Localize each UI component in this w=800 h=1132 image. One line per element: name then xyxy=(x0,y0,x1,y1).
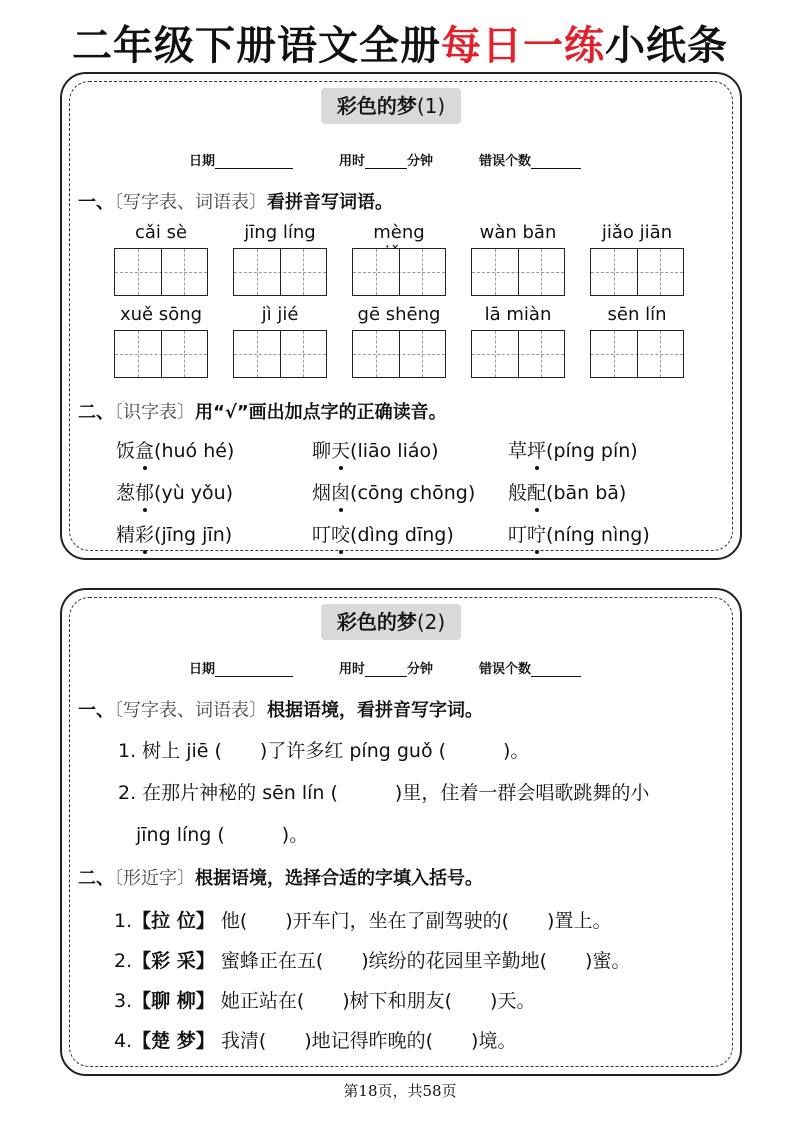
pinyin-label: xuě sōng xyxy=(119,304,203,325)
question-1-heading: 一、〔写字表、词语表〕根据语境，看拼音写字词。 xyxy=(78,700,483,721)
writing-grid[interactable] xyxy=(233,248,327,296)
pinyin-label: wàn bān xyxy=(479,222,557,243)
title-part3: 小纸条 xyxy=(605,23,728,69)
reading-choice[interactable]: 精彩(jīng jīn) xyxy=(116,520,232,547)
writing-grid[interactable] xyxy=(590,330,684,378)
reading-choice[interactable]: 般配(bān bā) xyxy=(508,478,626,505)
fill-in-line[interactable]: jīng líng ( )。 xyxy=(136,824,309,846)
pinyin-label: sēn lín xyxy=(607,304,667,325)
pinyin-label: jì jié xyxy=(261,304,299,325)
time-field[interactable]: 用时 分钟 xyxy=(339,154,434,169)
writing-grid[interactable] xyxy=(471,248,565,296)
question-2-heading: 二、〔形近字〕根据语境，选择合适的字填入括号。 xyxy=(78,868,483,889)
sentence-item[interactable]: 2.【彩 采】 蜜蜂正在五( )缤纷的花园里辛勤地( )蜜。 xyxy=(114,950,631,972)
fill-in-line[interactable]: 2. 在那片神秘的 sēn lín ( )里，住着一群会唱歌跳舞的小 xyxy=(118,782,650,804)
sentence-item[interactable]: 3.【聊 柳】 她正站在( )树下和朋友( )天。 xyxy=(114,990,536,1012)
worksheet-card-1 xyxy=(60,72,742,560)
reading-choice[interactable]: 叮咬(dìng dīng) xyxy=(312,520,454,547)
reading-choice[interactable]: 草坪(píng pín) xyxy=(508,436,638,463)
pinyin-label: jiǎo jiān xyxy=(601,222,673,243)
title-part2: 每日一练 xyxy=(441,23,605,69)
pinyin-label: mèng xyxy=(373,222,425,243)
writing-grid[interactable] xyxy=(471,330,565,378)
page-title xyxy=(0,22,800,70)
writing-grid[interactable] xyxy=(233,330,327,378)
pinyin-label: cǎi sè xyxy=(134,222,188,243)
errors-field[interactable]: 错误个数 xyxy=(479,150,581,169)
date-field[interactable]: 日期 xyxy=(189,658,293,677)
sentence-item[interactable]: 4.【楚 梦】 我清( )地记得昨晚的( )境。 xyxy=(114,1030,517,1052)
pinyin-label: jīng líng xyxy=(244,222,316,243)
writing-grid[interactable] xyxy=(352,248,446,296)
writing-grid[interactable] xyxy=(114,330,208,378)
writing-grid[interactable] xyxy=(114,248,208,296)
reading-choice[interactable]: 葱郁(yù yǒu) xyxy=(116,478,233,505)
errors-field[interactable]: 错误个数 xyxy=(479,658,581,677)
sentence-item[interactable]: 1.【拉 位】 他( )开车门，坐在了副驾驶的( )置上。 xyxy=(114,910,612,932)
title-part1: 二年级下册语文全册 xyxy=(72,23,441,69)
lesson-title-1: 彩色的梦(1) xyxy=(321,88,461,124)
pinyin-label: gē shēng xyxy=(357,304,441,325)
writing-grid[interactable] xyxy=(590,248,684,296)
question-1-heading: 一、〔写字表、词语表〕看拼音写词语。 xyxy=(78,192,393,213)
date-field[interactable]: 日期 xyxy=(189,150,293,169)
reading-choice[interactable]: 烟囱(cōng chōng) xyxy=(312,478,475,505)
writing-grid[interactable] xyxy=(352,330,446,378)
fill-in-line[interactable]: 1. 树上 jiē ( )了许多红 píng guǒ ( )。 xyxy=(118,740,530,762)
time-field[interactable]: 用时 分钟 xyxy=(339,662,434,677)
reading-choice[interactable]: 聊天(liāo liáo) xyxy=(312,436,439,463)
worksheet-card-2 xyxy=(60,588,742,1076)
page-number: 第18页，共58页 xyxy=(343,1082,457,1100)
question-2-heading: 二、〔识字表〕用“√”画出加点字的正确读音。 xyxy=(78,402,447,423)
lesson-title-2: 彩色的梦(2) xyxy=(321,604,461,640)
pinyin-label: lā miàn xyxy=(484,304,552,325)
reading-choice[interactable]: 饭盒(huó hé) xyxy=(116,436,234,463)
reading-choice[interactable]: 叮咛(níng nìng) xyxy=(508,520,650,547)
